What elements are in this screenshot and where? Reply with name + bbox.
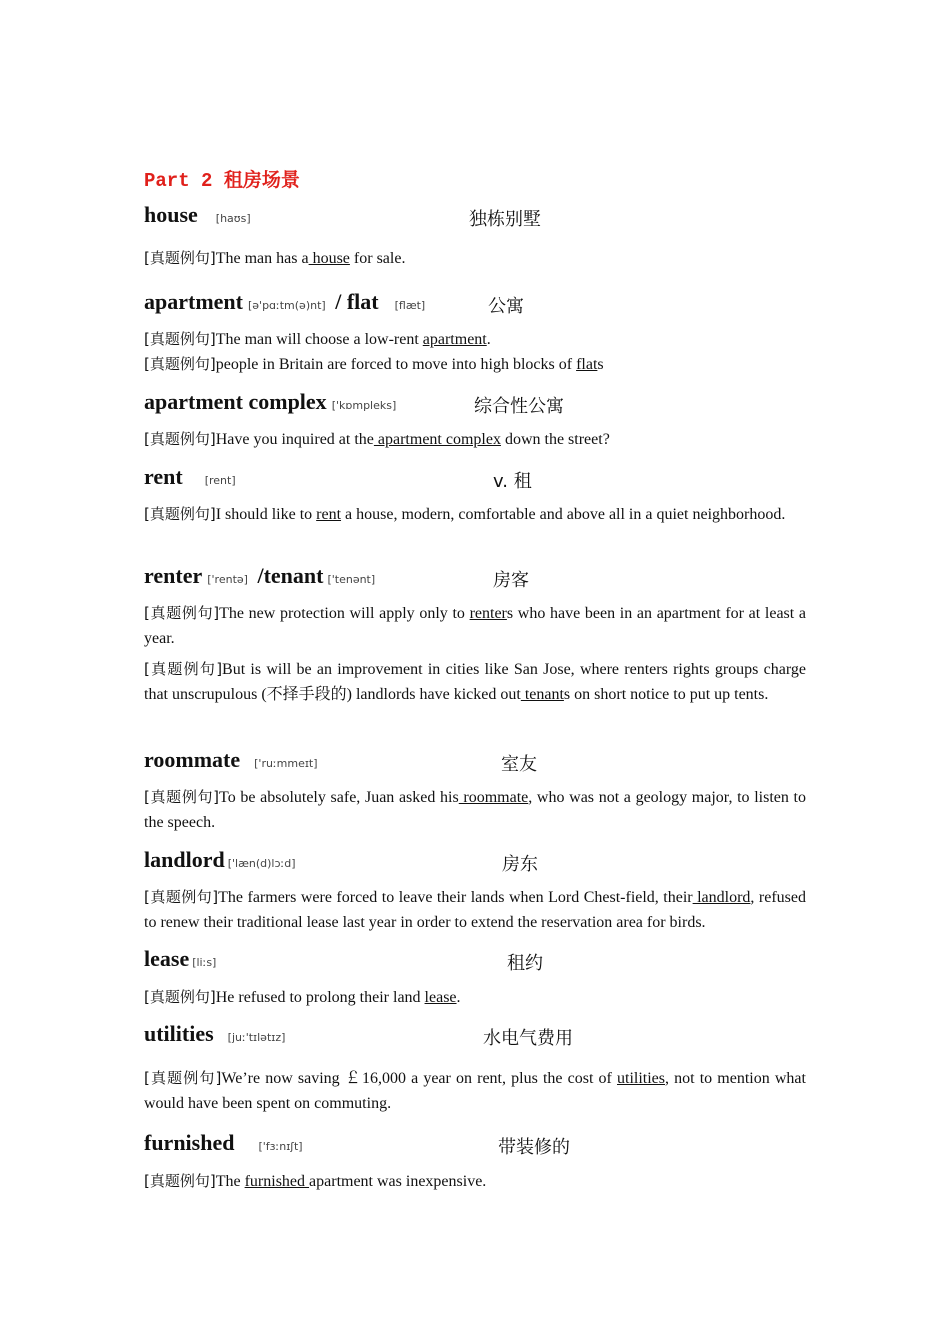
entry-pronunciation-alt: ['tenənt] bbox=[327, 573, 376, 586]
example-tag: [真题例句] bbox=[144, 505, 216, 523]
example-keyword: furnished bbox=[244, 1173, 310, 1190]
example-sentence bbox=[144, 352, 806, 377]
example-text: The man has a bbox=[215, 250, 309, 267]
entry-word: landlord bbox=[144, 847, 225, 872]
entry-heading bbox=[144, 464, 236, 492]
example-tag: [真题例句] bbox=[144, 430, 216, 448]
example-text: To be absolutely safe, Juan asked his bbox=[219, 789, 459, 806]
example-text: We’re now saving ￡16,000 a year on rent, plus the cost of bbox=[221, 1070, 617, 1087]
entry-word: rent bbox=[144, 464, 183, 489]
entry-heading bbox=[144, 1130, 303, 1158]
entry-pronunciation: [liːs] bbox=[192, 956, 217, 969]
example-text: . bbox=[456, 989, 461, 1006]
example-text: . bbox=[486, 331, 491, 348]
example-keyword: house bbox=[308, 250, 350, 267]
entry-pronunciation: [haʊs] bbox=[215, 212, 251, 225]
entry-heading bbox=[144, 289, 425, 317]
example-tag: [真题例句] bbox=[144, 888, 219, 906]
entry-word: renter bbox=[144, 563, 203, 588]
entry-translation: 房东 bbox=[502, 854, 538, 875]
example-tag: [真题例句] bbox=[144, 1172, 216, 1190]
entry-translation: 水电气费用 bbox=[483, 1028, 573, 1049]
example-text: apartment was inexpensive. bbox=[309, 1173, 487, 1190]
example-tag: [真题例句] bbox=[144, 604, 220, 622]
example-text: s on short notice to put up tents. bbox=[563, 686, 769, 703]
entry-heading bbox=[144, 946, 216, 974]
example-sentence bbox=[144, 427, 806, 452]
entry-translation: 带装修的 bbox=[498, 1137, 570, 1158]
example-sentence bbox=[144, 502, 806, 527]
entry-word: utilities bbox=[144, 1021, 214, 1046]
example-sentence bbox=[144, 246, 806, 271]
example-text: for sale. bbox=[349, 250, 406, 267]
entry-pronunciation-alt: [flæt] bbox=[394, 299, 426, 312]
entry-pronunciation: ['fɜːnɪʃt] bbox=[258, 1140, 303, 1153]
example-tag: [真题例句] bbox=[144, 330, 216, 348]
entry-heading bbox=[144, 389, 396, 417]
example-tag: [真题例句] bbox=[144, 660, 223, 678]
example-keyword: apartment bbox=[422, 331, 487, 348]
entry-heading bbox=[144, 847, 296, 875]
example-keyword: lease bbox=[424, 989, 457, 1006]
example-keyword: tenant bbox=[520, 686, 564, 703]
example-text: people in Britain are forced to move into high blocks of bbox=[215, 356, 577, 373]
example-tag: [真题例句] bbox=[144, 988, 216, 1006]
example-text: , refused to renew their traditional lease last year in order to extend the reservation area for birds. bbox=[144, 889, 806, 931]
example-tag: [真题例句] bbox=[144, 1069, 222, 1087]
entry-heading bbox=[144, 563, 375, 591]
example-keyword: landlord bbox=[692, 889, 751, 906]
entry-translation: 综合性公寓 bbox=[474, 396, 564, 417]
example-text: I should like to bbox=[215, 506, 317, 523]
entry-translation: 公寓 bbox=[488, 296, 524, 317]
entry-translation: 室友 bbox=[501, 754, 537, 775]
example-sentence bbox=[144, 785, 806, 835]
entry-heading bbox=[144, 1021, 285, 1049]
example-text: Have you inquired at the bbox=[215, 431, 374, 448]
entry-word: house bbox=[144, 202, 198, 227]
example-text: a house, modern, comfortable and above all in a quiet neighborhood. bbox=[341, 506, 786, 523]
example-sentence bbox=[144, 327, 806, 352]
entry-word-alt: / flat bbox=[329, 289, 379, 314]
example-keyword: flat bbox=[576, 356, 598, 373]
entry-pronunciation: [juː'tɪlətɪz] bbox=[227, 1031, 286, 1044]
example-text: The bbox=[215, 1173, 245, 1190]
entry-translation: v. 租 bbox=[493, 471, 532, 492]
example-text: , who was not a geology major, to listen to the speech. bbox=[144, 789, 806, 831]
example-text: The new protection will apply only to bbox=[219, 605, 470, 622]
example-sentence bbox=[144, 985, 806, 1010]
example-text: s who have been in an apartment for at least a year. bbox=[144, 605, 806, 647]
example-text: The farmers were forced to leave their lands when Lord Chest-field, their bbox=[218, 889, 693, 906]
entry-word: apartment bbox=[144, 289, 243, 314]
entry-pronunciation: ['kɒmpleks] bbox=[331, 399, 397, 412]
entry-pronunciation: [ə'pɑːtm(ə)nt] bbox=[247, 299, 326, 312]
entry-word: apartment complex bbox=[144, 389, 327, 414]
example-keyword: roommate bbox=[458, 789, 529, 806]
entry-heading bbox=[144, 747, 318, 775]
entry-heading bbox=[144, 202, 251, 230]
example-keyword: rent bbox=[316, 506, 342, 523]
example-tag: [真题例句] bbox=[144, 788, 220, 806]
part-title: Part 2 租房场景 bbox=[144, 170, 300, 192]
example-text: , not to mention what would have been spent on commuting. bbox=[144, 1070, 806, 1112]
entry-pronunciation: [rent] bbox=[204, 474, 236, 487]
entry-translation: 房客 bbox=[493, 570, 529, 591]
example-keyword: apartment complex bbox=[373, 431, 501, 448]
entry-pronunciation: ['rentə] bbox=[207, 573, 248, 586]
example-sentence bbox=[144, 1169, 806, 1194]
entry-word-alt: /tenant bbox=[251, 563, 324, 588]
example-text: down the street? bbox=[500, 431, 610, 448]
example-keyword: renter bbox=[469, 605, 507, 622]
entry-word: furnished bbox=[144, 1130, 235, 1155]
example-keyword: utilities bbox=[617, 1070, 665, 1087]
entry-translation: 独栋别墅 bbox=[469, 209, 541, 230]
example-text: He refused to prolong their land bbox=[215, 989, 425, 1006]
entry-word: lease bbox=[144, 946, 190, 971]
entry-word: roommate bbox=[144, 747, 241, 772]
example-tag: [真题例句] bbox=[144, 249, 216, 267]
entry-translation: 租约 bbox=[507, 953, 543, 974]
example-text: s bbox=[597, 356, 604, 373]
example-text: But is will be an improvement in cities like San Jose, where renters rights groups charge that unscrupulous (不择手段的) landlords have kicked out bbox=[144, 661, 806, 703]
example-sentence bbox=[144, 1066, 806, 1116]
example-sentence bbox=[144, 885, 806, 935]
entry-pronunciation: ['læn(d)lɔːd] bbox=[227, 857, 296, 870]
entry-pronunciation: ['ruːmmeɪt] bbox=[254, 757, 318, 770]
example-sentence bbox=[144, 601, 806, 651]
example-sentence bbox=[144, 657, 806, 707]
example-text: The man will choose a low-rent bbox=[215, 331, 423, 348]
example-tag: [真题例句] bbox=[144, 355, 216, 373]
